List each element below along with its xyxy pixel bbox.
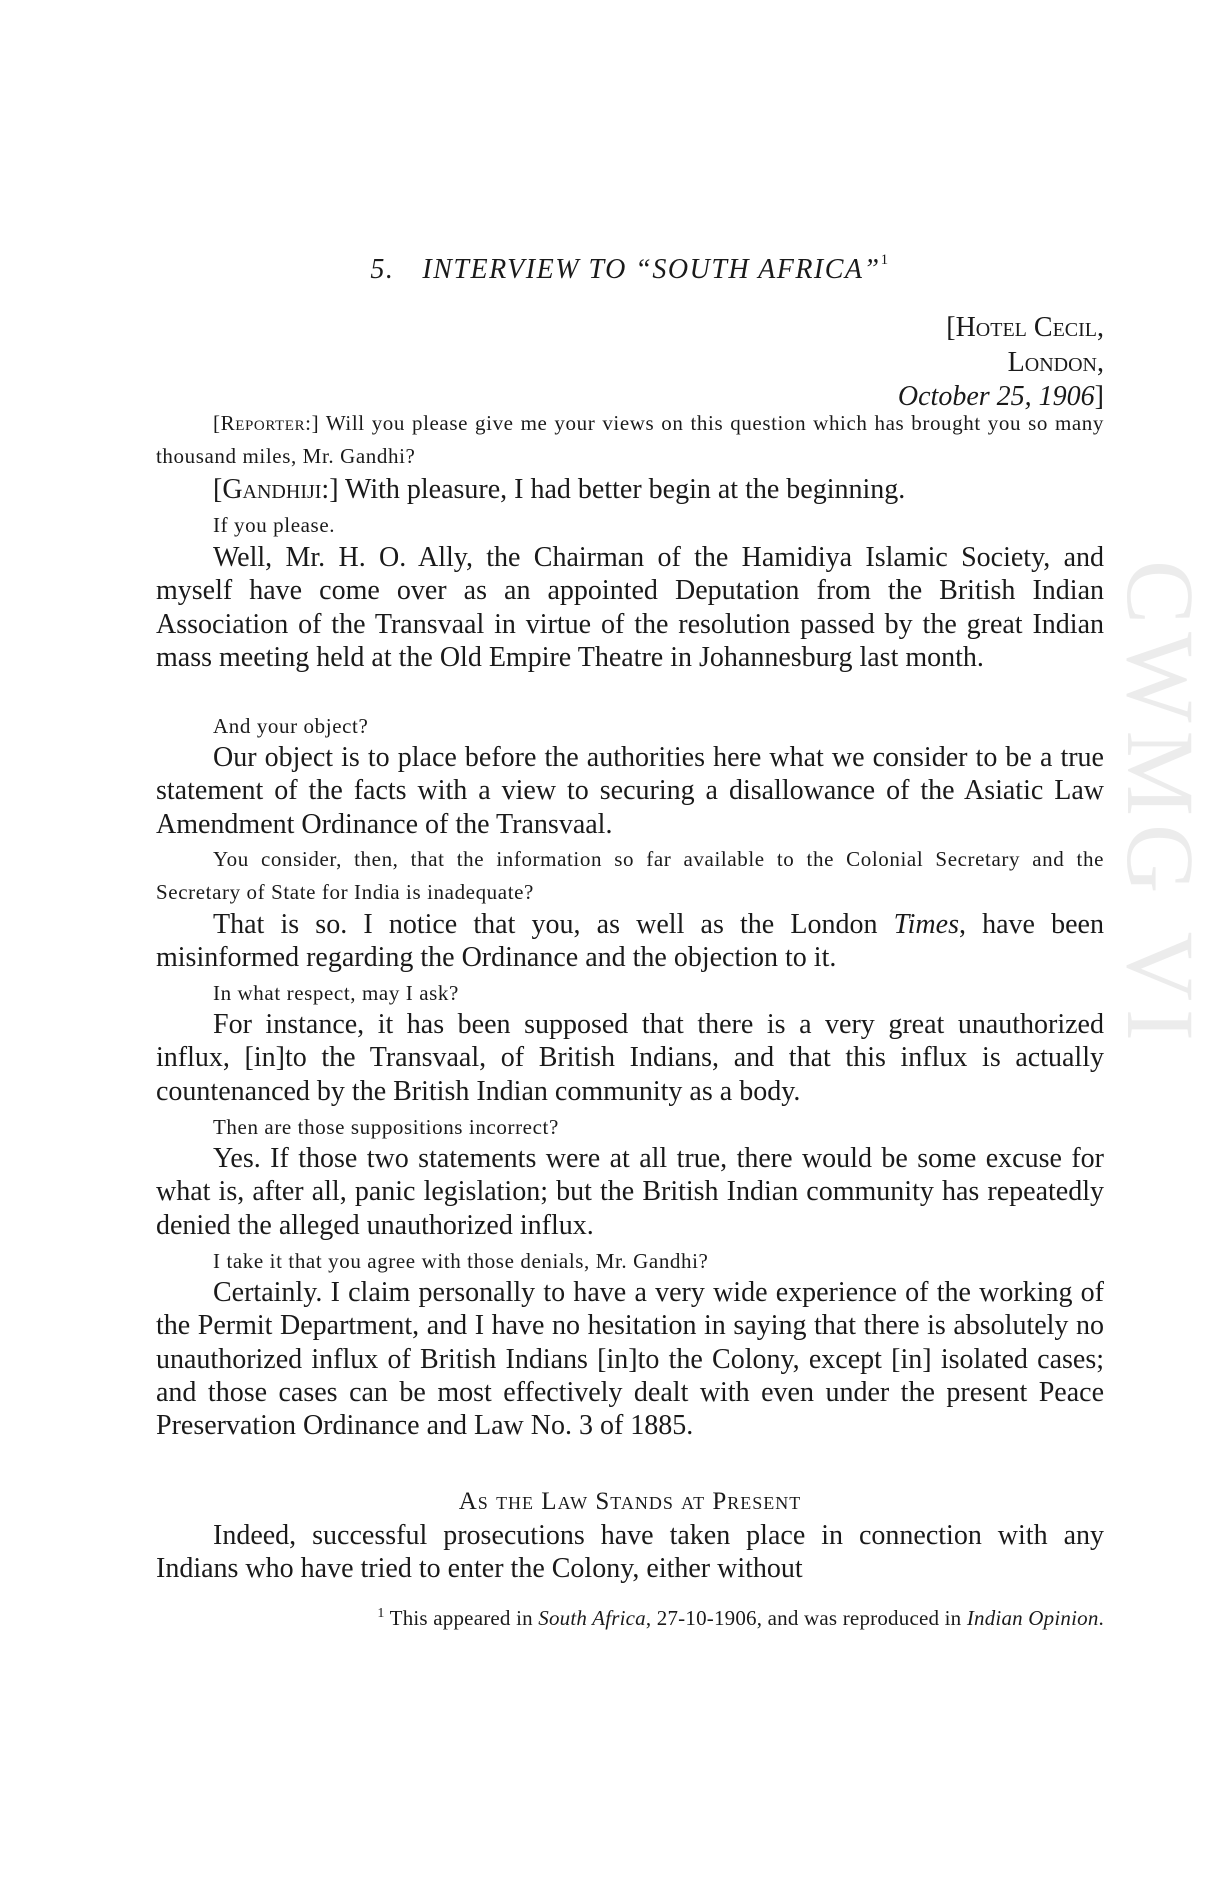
title-footnote-ref: 1 bbox=[880, 252, 890, 268]
reporter-label: [Reporter:] bbox=[213, 411, 320, 435]
answer-5: For instance, it has been supposed that there is a very great unauthorized influx, [in]to the Transvaal, of British Indians, and that this influx is actually countenanced by the British Indian community as a body. bbox=[156, 1009, 1104, 1107]
footnote bbox=[156, 1606, 1104, 1631]
answer-7: Certainly. I claim personally to have a very wide experience of the working of the Permit Department, and I have no hesitation in saying that there is absolutely no unauthorized influx of British Indians [in]to the Colony, except [in] isolated cases; and those cases can be most effectively dealt with even under the present Peace Preservation Ordinance and Law No. 3 of 1885. bbox=[156, 1277, 1104, 1442]
watermark: CWMG VI bbox=[1107, 560, 1214, 1049]
answer-2: Well, Mr. H. O. Ally, the Chairman of the Hamidiya Islamic Society, and myself have come over as an appointed Deputation from the British Indian Association of the Transvaal in virtue of the resolution passed by the great Indian mass meeting held at the Old Empire Theatre in Johannesburg last month. bbox=[156, 542, 1104, 673]
question-5: In what respect, may I ask? bbox=[213, 981, 459, 1005]
answer-4-text-a: That is so. I notice that you, as well as the London bbox=[213, 909, 894, 940]
gandhiji-label: [Gandhiji:] bbox=[213, 474, 339, 505]
question-4: You consider, then, that the information so far available to the Colonial Secretary and the Secretary of State for India is inadequate? bbox=[156, 847, 1104, 904]
answer-1 bbox=[156, 473, 1104, 506]
question-7: I take it that you agree with those denials, Mr. Gandhi? bbox=[213, 1249, 709, 1273]
footnote-text-a: This appeared in bbox=[384, 1606, 539, 1630]
question-2: If you please. bbox=[213, 513, 336, 537]
section-heading: As the Law Stands at Present bbox=[458, 1488, 802, 1515]
title-text: INTERVIEW TO “SOUTH AFRICA” bbox=[422, 254, 881, 285]
answer-3: Our object is to place before the authorities here what we consider to be a true statement of the facts with a view to securing a disallowance of the Asiatic Law Amendment Ordinance of the Transvaal. bbox=[156, 742, 1104, 840]
answer-4 bbox=[156, 908, 1104, 975]
date-bracket: ] bbox=[1094, 381, 1104, 412]
answer-6: Yes. If those two statements were at all true, there would be some excuse for what is, after all, panic legislation; but the British Indian community has repeatedly denied the alleged unauthorized influx. bbox=[156, 1143, 1104, 1241]
question-1-text: Will you please give me your views on this question which has brought you so many thousand miles, Mr. Gandhi? bbox=[156, 411, 1104, 468]
title-number: 5. bbox=[370, 254, 395, 285]
place-line-1: [Hotel Cecil, bbox=[946, 312, 1104, 343]
place-line-2: London, bbox=[1007, 347, 1104, 378]
question-3: And your object? bbox=[213, 714, 369, 738]
answer-4-times: Times bbox=[893, 909, 959, 940]
footnote-source-1: South Africa bbox=[538, 1606, 646, 1630]
footnote-source-2: Indian Opinion bbox=[966, 1606, 1099, 1630]
date-text: October 25, 1906 bbox=[897, 381, 1095, 412]
question-1 bbox=[156, 407, 1104, 473]
question-6: Then are those suppositions incorrect? bbox=[213, 1115, 559, 1139]
footnote-text-b: , 27-10-1906, and was reproduced in bbox=[645, 1606, 967, 1630]
answer-1-text: With pleasure, I had better begin at the beginning. bbox=[338, 474, 906, 505]
answer-4-text-b: , have been misinformed regarding the Ordinance and the objection to it. bbox=[156, 909, 1104, 974]
footnote-text-c: . bbox=[1098, 1606, 1104, 1630]
footnote-ref: 1 bbox=[377, 1606, 385, 1621]
page-title bbox=[156, 254, 1104, 286]
answer-8: Indeed, successful prosecutions have taken place in connection with any Indians who have tried to enter the Colony, either without bbox=[156, 1520, 1104, 1585]
